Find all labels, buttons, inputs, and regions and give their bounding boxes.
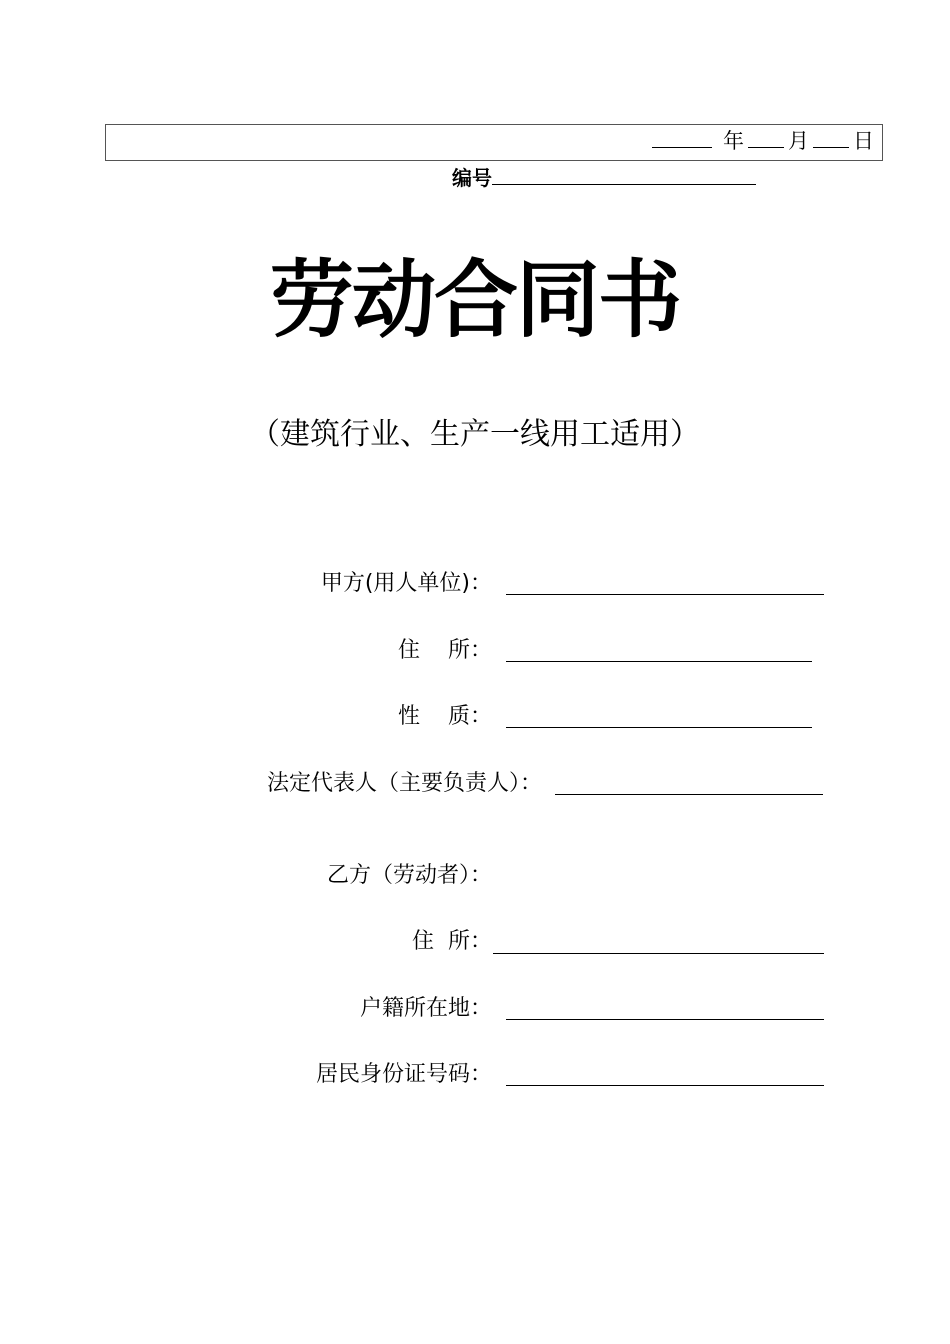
party-b-household-label: 户籍所在地：	[359, 996, 492, 1021]
party-a-name-blank[interactable]	[506, 594, 824, 595]
party-b-heading: 乙方（劳动者）：	[326, 863, 492, 888]
month-label: 月	[788, 129, 809, 153]
document-title: 劳动合同书	[269, 251, 680, 349]
party-a-name-label: 甲方(用人单位)：	[320, 571, 492, 596]
number-label: 编号	[452, 166, 492, 190]
date-line	[652, 127, 874, 154]
document-number	[452, 166, 756, 190]
party-a-address-blank[interactable]	[506, 661, 812, 662]
party-a-nature-blank[interactable]	[506, 727, 812, 728]
day-label: 日	[853, 129, 874, 153]
party-a-representative-blank[interactable]	[555, 794, 823, 795]
party-a-address-label: 住 所：	[398, 638, 492, 663]
party-b-address-label: 住 所：	[412, 929, 492, 954]
date-box	[105, 124, 883, 161]
party-b-household-blank[interactable]	[506, 1019, 824, 1020]
number-blank[interactable]	[492, 166, 756, 185]
party-a-representative-label: 法定代表人（主要负责人）：	[266, 771, 542, 796]
party-b-id-label: 居民身份证号码：	[315, 1062, 492, 1087]
party-b-id-blank[interactable]	[506, 1085, 824, 1086]
document-subtitle: （建筑行业、生产一线用工适用）	[250, 417, 700, 452]
year-label: 年	[723, 129, 744, 153]
party-b-address-blank[interactable]	[493, 953, 824, 954]
month-blank[interactable]	[748, 127, 784, 148]
year-blank[interactable]	[652, 127, 712, 148]
party-a-nature-label: 性 质：	[398, 704, 492, 729]
day-blank[interactable]	[813, 127, 849, 148]
